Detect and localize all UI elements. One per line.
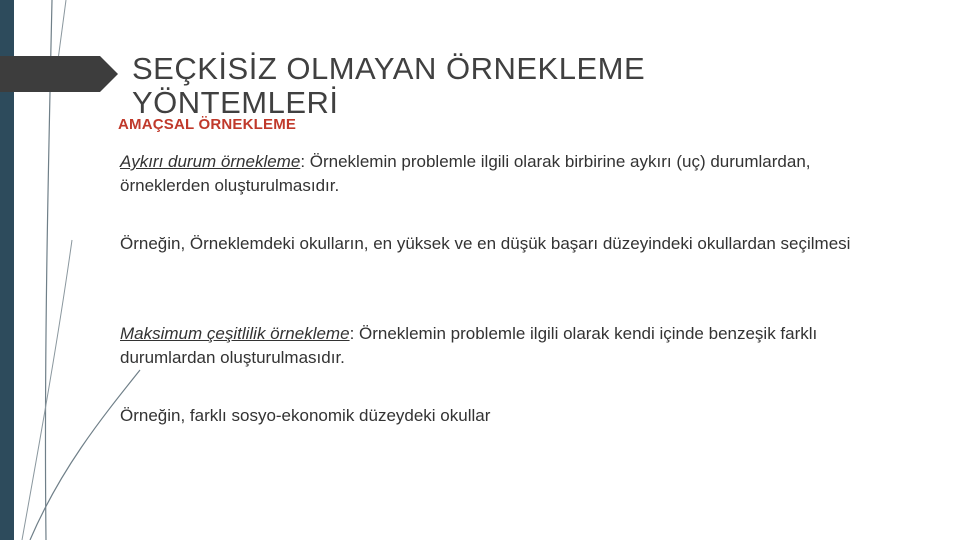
paragraph-text: Örneğin, Örneklemdeki okulların, en yüksek ve en düşük başarı düzeyindeki okullardan seçilmesi (120, 234, 851, 253)
term-max-variation: Maksimum çeşitlilik örnekleme (120, 324, 350, 343)
paragraph-extreme-case (120, 150, 860, 198)
slide-title: SEÇKİSİZ OLMAYAN ÖRNEKLEME YÖNTEMLERİ (132, 51, 646, 120)
paragraph-example-1 (120, 232, 860, 256)
paragraph-text: Örneğin, farklı sosyo-ekonomik düzeydeki okullar (120, 406, 491, 425)
paragraph-text: : Örneklemin problemle ilgili olarak birbirine aykırı (uç) durumlardan, örneklerden oluşturulmasıdır. (120, 152, 811, 195)
title-arrow-shape (0, 56, 118, 92)
paragraph-example-2 (120, 404, 860, 428)
paragraph-text: : Örneklemin problemle ilgili olarak kendi içinde benzeşik farklı durumlardan oluşturulmasıdır. (120, 324, 818, 367)
paragraph-max-variation (120, 322, 860, 370)
term-extreme-case: Aykırı durum örnekleme (120, 152, 301, 171)
slide-subtitle: AMAÇSAL ÖRNEKLEME (118, 116, 297, 133)
